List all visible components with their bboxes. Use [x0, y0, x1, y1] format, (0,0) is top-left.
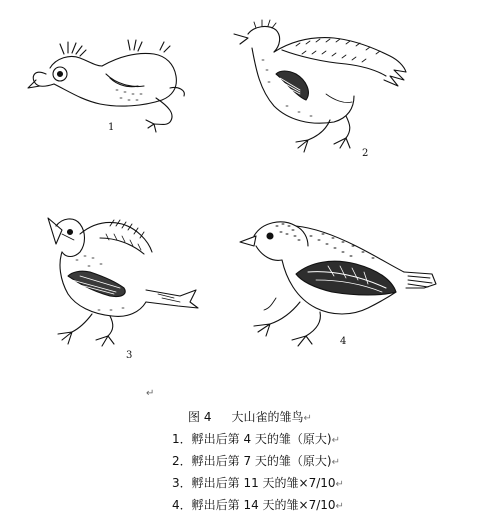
- panel-3: [40, 210, 210, 360]
- figure-title: 大山雀的雏鸟: [231, 410, 304, 424]
- caption-line-1: [172, 430, 340, 447]
- caption-line-3-text: 3．孵出后第 11 天的雏×7/10: [172, 476, 336, 490]
- nestling-day7-drawing: [226, 20, 416, 165]
- nestling-day11-drawing: [40, 210, 210, 360]
- panel-3-label: 3: [126, 350, 133, 361]
- panel-4: [236, 212, 446, 362]
- caption-line-4: [172, 496, 344, 513]
- figure-label: 图 4: [188, 410, 212, 424]
- paragraph-mark: ↵: [331, 457, 340, 468]
- paragraph-mark: ↵: [335, 479, 344, 490]
- panel-2-label: 2: [362, 148, 369, 159]
- paragraph-mark: ↵: [335, 501, 344, 512]
- caption-line-1-text: 1．孵出后第 4 天的雏（原大): [172, 432, 332, 446]
- panel-1: [20, 28, 200, 138]
- panel-2: [226, 20, 416, 165]
- caption-line-4-text: 4．孵出后第 14 天的雏×7/10: [172, 498, 336, 512]
- panel-1-label: 1: [108, 122, 115, 133]
- paragraph-mark: ↵: [331, 435, 340, 446]
- caption-line-2-text: 2．孵出后第 7 天的雏（原大): [172, 454, 332, 468]
- caption-title: [188, 408, 312, 425]
- paragraph-mark: ↵: [303, 413, 312, 424]
- return-mark: ↵: [146, 388, 155, 399]
- caption-line-3: [172, 474, 344, 491]
- caption-line-2: [172, 452, 340, 469]
- panel-4-label: 4: [340, 336, 347, 347]
